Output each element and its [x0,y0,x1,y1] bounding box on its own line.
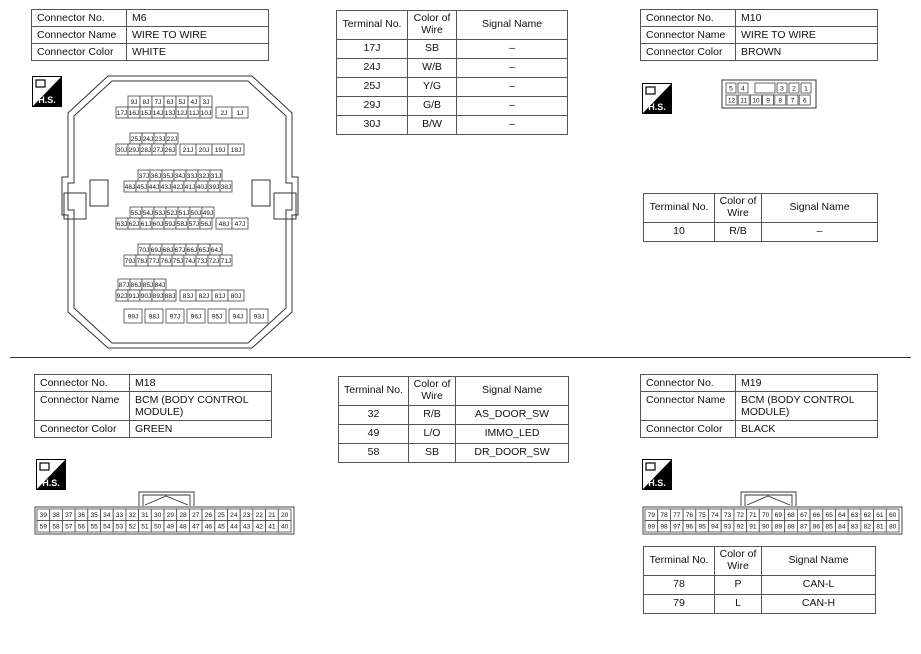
pin-label: 92 [736,523,744,531]
pin-label: 95J [211,313,223,321]
pin-label: 79 [647,512,656,520]
pin-label: 47J [234,220,246,228]
pin-label: 73 [723,512,732,520]
svg-text:H.S.: H.S. [42,478,60,488]
pin-label: 63J [116,220,128,228]
pin-label: 29 [166,512,175,520]
m19-connector-face [642,490,904,538]
pin-label: 54J [142,209,154,217]
pin-label: 3 [780,85,784,93]
pin-label: 52 [128,523,136,531]
m10-connector-name: WIRE TO WIRE [736,27,878,44]
pin-cavity [755,83,775,93]
connector-color-label: Connector Color [641,44,736,61]
pin-label: 43 [242,523,251,531]
pin-label: 87 [800,523,808,531]
pin-label: 28J [140,146,152,154]
pin-label: 1J [236,109,244,117]
pin-label: 85 [825,523,833,531]
pin-label: 65J [198,246,210,254]
pin-label: 91J [128,292,140,300]
m10-connector-color: BROWN [736,44,878,61]
pin-label: 84J [154,281,166,289]
pin-label: 20 [280,512,289,520]
pin-label: 93 [723,523,732,531]
pin-label: 69 [774,512,783,520]
pin-label: 56 [77,523,86,531]
pin-label: 54 [103,523,111,531]
pin-label: 5J [178,98,186,106]
pin-label: 36J [150,172,162,180]
connector-no-label: Connector No. [35,375,130,392]
hs-badge-text: H.S. [38,95,56,105]
pin-label: 68J [162,246,174,254]
pin-label: 82J [198,292,210,300]
pin-label: 11J [188,109,200,117]
pin-label: 90J [140,292,152,300]
pin-label: 42 [255,523,263,531]
pin-label: 22 [255,512,263,520]
pin-label: 96J [190,313,202,321]
hs-icon [642,83,672,114]
pin-label: 48 [179,523,187,531]
pin-label: 94 [711,523,719,531]
pin-label: 23 [242,512,251,520]
m19-connector-no: M19 [736,375,878,392]
pin-label: 61J [140,220,152,228]
pin-label: 12J [176,109,188,117]
pin-label: 6J [166,98,174,106]
svg-text:H.S.: H.S. [648,478,666,488]
pin-label: 27J [152,146,164,154]
m6-connector-face [60,75,300,350]
section-divider [10,357,911,358]
pin-label: 78 [660,512,668,520]
m10-connector-no: M10 [736,10,878,27]
pin-label: 85J [142,281,154,289]
hs-icon [32,76,62,107]
pin-label: 74J [184,257,196,265]
pin-label: 39 [39,512,48,520]
connector-color-label: Connector Color [32,44,127,61]
pin-label: 4J [190,98,198,106]
m18-connector-name: BCM (BODY CONTROL MODULE) [130,392,272,421]
pin-label: 38 [52,512,60,520]
connector-no-label: Connector No. [641,10,736,27]
pin-label: 34J [174,172,186,180]
pin-label: 38J [220,183,232,191]
pin-label: 51 [141,523,149,531]
pin-label: 97 [673,523,681,531]
pin-label: 31J [210,172,222,180]
pin-label: 40J [196,183,208,191]
pin-label: 95 [698,523,706,531]
pin-label: 27 [192,512,200,520]
pin-label: 55J [130,209,142,217]
pin-label: 61 [876,512,884,520]
m18-connector-info [34,374,272,438]
m10-connector-info [640,9,878,61]
pin-label: 64 [838,512,846,520]
pin-label: 70 [761,512,770,520]
pin-label: 78J [136,257,148,265]
pin-label: 63 [850,512,859,520]
pin-label: 8 [778,97,783,105]
pin-label: 71 [749,512,757,520]
pin-label: 33J [186,172,198,180]
pin-label: 76J [160,257,172,265]
pin-label: 45J [136,183,148,191]
m18-connector-no: M18 [130,375,272,392]
pin-label: 6 [802,97,807,105]
pin-label: 60J [152,220,164,228]
pin-label: 41J [184,183,196,191]
m6-pin-grid [116,96,268,323]
connector-color-label: Connector Color [35,421,130,438]
table-row: 78 P CAN-L [644,576,876,595]
pin-label: 62J [128,220,140,228]
pin-label: 79J [124,257,136,265]
m6-connector-info [31,9,269,61]
pin-label: 18J [230,146,242,154]
pin-label: 25 [217,512,225,520]
color-of-wire-header: Color of Wire [715,194,762,223]
color-of-wire-header: Color of Wire [715,547,762,576]
pin-label: 39J [208,183,220,191]
pin-label: 96 [685,523,694,531]
pin-label: 15J [140,109,152,117]
pin-label: 57 [65,523,73,531]
pin-label: 52J [166,209,178,217]
pin-label: 74 [711,512,719,520]
table-row: 25J Y/G – [337,78,568,97]
pin-label: 28 [179,512,187,520]
table-row: 24J W/B – [337,59,568,78]
hs-icon [642,459,672,490]
table-row: 79 L CAN-H [644,595,876,614]
pin-label: 88 [787,523,795,531]
pin-label: 99J [127,313,139,321]
pin-label: 10 [752,97,760,105]
pin-label: 36 [77,512,86,520]
m18-terminal-table [338,376,569,463]
pin-label: 19J [214,146,226,154]
pin-label: 53 [115,523,124,531]
terminal-no-header: Terminal No. [644,547,715,576]
table-row: 10 R/B – [644,223,878,242]
connector-no-label: Connector No. [641,375,736,392]
table-row: 17J SB – [337,40,568,59]
pin-label: 24 [230,512,238,520]
pin-label: 91 [749,523,757,531]
pin-label: 31 [141,512,149,520]
signal-name-header: Signal Name [457,11,568,40]
pin-label: 11 [740,97,748,105]
pin-label: 7J [154,98,162,106]
m19-connector-color: BLACK [736,421,878,438]
pin-label: 35 [90,512,98,520]
m6-connector-no: M6 [127,10,269,27]
pin-label: 93J [253,313,265,321]
pin-label: 1 [804,85,808,93]
pin-label: 58 [52,523,60,531]
table-row: 30J B/W – [337,116,568,135]
pin-label: 90 [761,523,770,531]
pin-label: 26 [204,512,213,520]
pin-label: 86 [812,523,821,531]
pin-label: 77 [673,512,681,520]
pin-label: 7 [790,97,795,105]
pin-label: 66J [186,246,198,254]
pin-label: 97J [169,313,181,321]
signal-name-header: Signal Name [762,194,878,223]
pin-label: 9 [766,97,770,105]
connector-name-label: Connector Name [32,27,127,44]
pin-label: 83J [182,292,194,300]
pin-label: 43J [160,183,172,191]
pin-label: 37 [65,512,73,520]
pin-label: 50J [190,209,202,217]
pin-label: 94J [232,313,244,321]
pin-label: 48J [218,220,230,228]
pin-label: 76 [685,512,694,520]
pin-label: 68 [787,512,795,520]
pin-label: 24J [142,135,154,143]
table-row: 29J G/B – [337,97,568,116]
pin-label: 73J [196,257,208,265]
pin-label: 4 [741,85,745,93]
pin-label: 49 [166,523,175,531]
pin-label: 65 [825,512,833,520]
terminal-no-header: Terminal No. [337,11,408,40]
pin-label: 21J [182,146,194,154]
pin-label: 77J [148,257,160,265]
pin-label: 8J [142,98,150,106]
pin-label: 12 [727,97,736,105]
pin-label: 20J [198,146,210,154]
m6-terminal-table [336,10,568,135]
pin-label: 46 [204,523,213,531]
pin-label: 99 [647,523,656,531]
pin-label: 2 [792,85,796,93]
pin-label: 45 [217,523,225,531]
m18-connector-face [34,490,296,538]
table-row: 49 L/O IMMO_LED [339,425,569,444]
pin-label: 41 [268,523,276,531]
m19-pin-grid [645,509,899,532]
pin-label: 88J [164,292,176,300]
pin-label: 86J [130,281,142,289]
pin-label: 10J [200,109,212,117]
pin-label: 50 [153,523,162,531]
pin-label: 67 [800,512,808,520]
connector-name-label: Connector Name [641,27,736,44]
pin-label: 57J [188,220,200,228]
pin-label: 46J [124,183,136,191]
connector-no-label: Connector No. [32,10,127,27]
pin-label: 66 [812,512,821,520]
pin-label: 2J [220,109,228,117]
pin-label: 89 [774,523,783,531]
pin-label: 34 [103,512,111,520]
pin-label: 9J [130,98,138,106]
pin-label: 81 [876,523,884,531]
pin-label: 58J [176,220,188,228]
svg-text:H.S.: H.S. [648,102,666,112]
m18-connector-color: GREEN [130,421,272,438]
m19-connector-name: BCM (BODY CONTROL MODULE) [736,392,878,421]
pin-label: 98J [148,313,160,321]
pin-label: 70J [138,246,150,254]
pin-label: 75J [172,257,184,265]
pin-label: 59 [39,523,48,531]
pin-label: 21 [268,512,276,520]
pin-label: 82 [863,523,871,531]
pin-label: 92J [116,292,128,300]
pin-label: 22J [166,135,178,143]
pin-label: 87J [118,281,130,289]
hs-icon [36,459,66,490]
pin-label: 3J [202,98,210,106]
m6-connector-color: WHITE [127,44,269,61]
terminal-no-header: Terminal No. [644,194,715,223]
pin-label: 62 [863,512,871,520]
color-of-wire-header: Color of Wire [409,377,456,406]
pin-label: 67J [174,246,186,254]
m10-connector-face [721,79,817,109]
pin-label: 71J [220,257,232,265]
pin-label: 80J [230,292,242,300]
connector-color-label: Connector Color [641,421,736,438]
pin-label: 32J [198,172,210,180]
pin-label: 51J [178,209,190,217]
pin-label: 59J [164,220,176,228]
m10-terminal-table [643,193,878,242]
pin-label: 37J [138,172,150,180]
pin-label: 60 [888,512,897,520]
pin-label: 42J [172,183,184,191]
m19-terminal-table [643,546,876,614]
pin-label: 14J [152,109,164,117]
table-row: 58 SB DR_DOOR_SW [339,444,569,463]
pin-label: 83 [850,523,859,531]
pin-label: 35J [162,172,174,180]
pin-label: 32 [128,512,136,520]
pin-label: 23J [154,135,166,143]
pin-label: 5 [729,85,733,93]
pin-label: 75 [698,512,706,520]
pin-label: 55 [90,523,98,531]
pin-label: 44 [230,523,238,531]
pin-label: 56J [200,220,212,228]
pin-label: 44J [148,183,160,191]
pin-label: 13J [164,109,176,117]
pin-label: 40 [280,523,289,531]
pin-label: 84 [838,523,846,531]
m19-connector-info [640,374,878,438]
connector-name-label: Connector Name [35,392,130,421]
pin-label: 53J [154,209,166,217]
pin-label: 26J [164,146,176,154]
pin-label: 98 [660,523,668,531]
table-row: 32 R/B AS_DOOR_SW [339,406,569,425]
pin-label: 16J [128,109,140,117]
pin-label: 64J [210,246,222,254]
pin-label: 47 [192,523,200,531]
m18-pin-grid [37,509,291,532]
pin-label: 69J [150,246,162,254]
pin-label: 72J [208,257,220,265]
pin-label: 80 [888,523,897,531]
connector-name-label: Connector Name [641,392,736,421]
terminal-no-header: Terminal No. [339,377,409,406]
pin-label: 17J [116,109,128,117]
signal-name-header: Signal Name [762,547,876,576]
m6-connector-name: WIRE TO WIRE [127,27,269,44]
pin-label: 89J [152,292,164,300]
pin-label: 72 [736,512,744,520]
pin-label: 29J [128,146,140,154]
pin-label: 49J [202,209,214,217]
pin-label: 33 [115,512,124,520]
signal-name-header: Signal Name [456,377,569,406]
pin-label: 25J [130,135,142,143]
pin-label: 30 [153,512,162,520]
color-of-wire-header: Color of Wire [408,11,457,40]
pin-label: 81J [214,292,226,300]
pin-label: 30J [116,146,128,154]
